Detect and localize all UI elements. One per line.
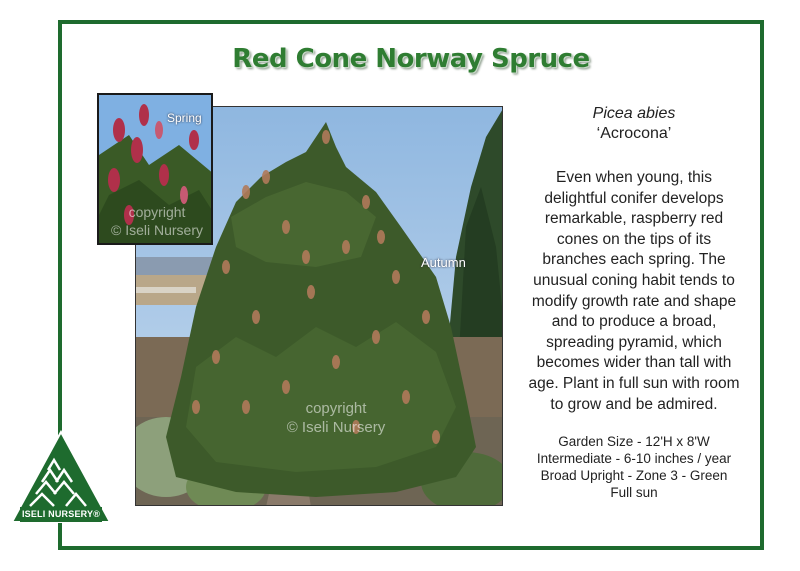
spec-exposure: Full sun: [610, 485, 658, 501]
spec-garden-size: Garden Size - 12'H x 8'W: [558, 434, 710, 450]
spring-label: Spring: [167, 111, 202, 125]
autumn-label: Autumn: [421, 255, 466, 270]
inset-photo: [97, 93, 213, 245]
plant-description: Even when young, this delightful conifer develops remarkable, raspberry red cones on the tips of its branches each spring. The unusual coning habit tends to modify growth rate and shape and to produce a broad, spreading pyramid, which becomes wider than tall with age. Plant in full sun with room to grow and be admired.: [528, 169, 740, 413]
watermark-line-2: © Iseli Nursery: [286, 419, 386, 436]
spec-growth-rate: Intermediate - 6-10 inches / year: [536, 451, 732, 467]
botanical-name: Picea abies: [592, 105, 676, 122]
watermark-line-1: copyright: [305, 400, 367, 417]
plant-specs: [524, 433, 744, 501]
spec-form-zone-color: Broad Upright - Zone 3 - Green: [540, 468, 728, 484]
inset-photo-watermark: [99, 203, 213, 239]
inset-watermark-line-2: © Iseli Nursery: [111, 222, 203, 238]
inset-watermark-line-1: copyright: [128, 204, 186, 220]
main-photo-watermark: [236, 399, 436, 437]
plant-info: [524, 104, 744, 501]
cultivar-name: ‘Acrocona’: [596, 125, 672, 142]
page-title: Red Cone Norway Spruce: [232, 44, 590, 74]
logo-text: ISELI NURSERY®: [21, 509, 101, 519]
